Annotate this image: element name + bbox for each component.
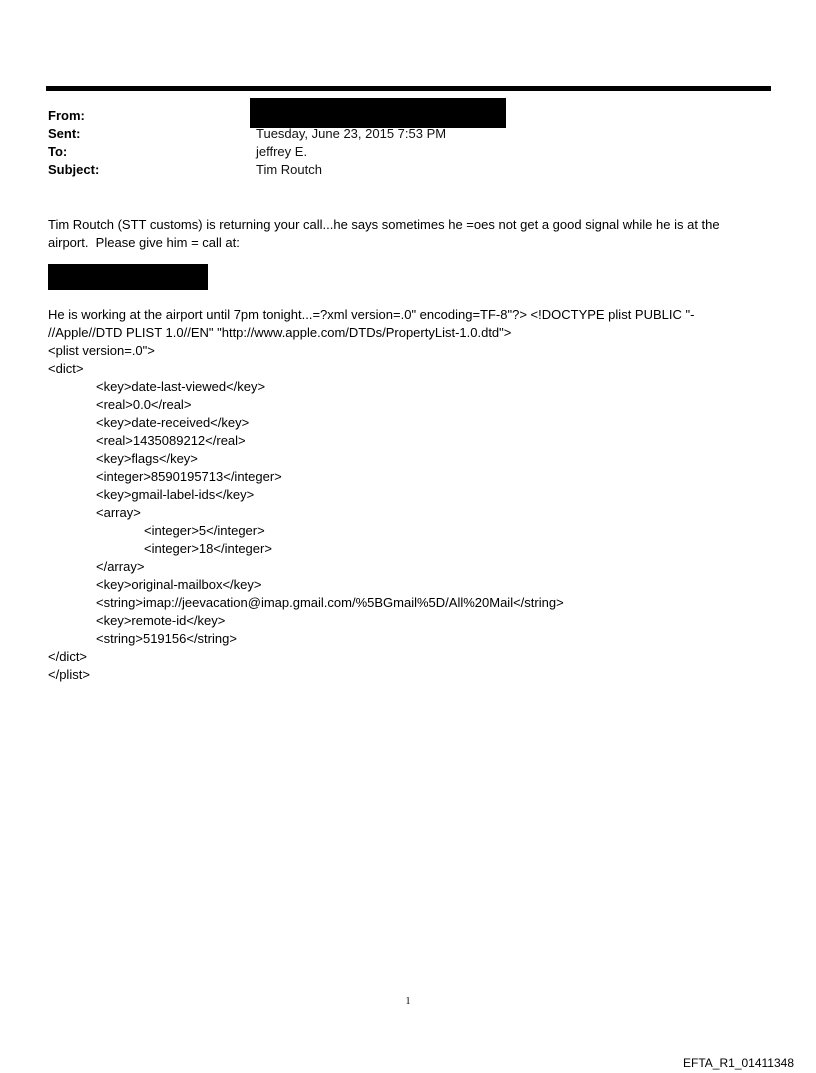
header-rule — [46, 86, 771, 91]
sent-label: Sent: — [48, 126, 81, 141]
plist-line: </plist> — [48, 667, 90, 682]
plist-line: <array> — [96, 505, 141, 520]
plist-line: </dict> — [48, 649, 88, 664]
plist-line: <integer>5</integer> — [144, 523, 265, 538]
plist-line: <key>date-last-viewed</key> — [96, 379, 266, 394]
body-text: He is working at the airport until 7pm tonight...=?xml version=.0" encoding=TF-8"?> <!DOCTYPE plist PUBLIC "- — [48, 307, 695, 322]
body-text: //Apple//DTD PLIST 1.0//EN" "http://www.apple.com/DTDs/PropertyList-1.0.dtd"> — [48, 325, 512, 340]
plist-line: <key>original-mailbox</key> — [96, 577, 262, 592]
plist-line: <real>0.0</real> — [96, 397, 192, 412]
sent-value: Tuesday, June 23, 2015 7:53 PM — [256, 126, 447, 141]
plist-line: <key>flags</key> — [96, 451, 198, 466]
plist-line: <integer>8590195713</integer> — [96, 469, 282, 484]
plist-line: <string>imap://jeevacation@imap.gmail.com/%5BGmail%5D/All%20Mail</string> — [96, 595, 564, 610]
from-label: From: — [48, 108, 85, 123]
plist-line: <real>1435089212</real> — [96, 433, 246, 448]
plist-line: <key>date-received</key> — [96, 415, 250, 430]
bates-number: EFTA_R1_01411348 — [683, 1056, 794, 1070]
plist-line: <key>gmail-label-ids</key> — [96, 487, 255, 502]
body-text: airport. Please give him = call at: — [48, 235, 240, 250]
body-text: Tim Routch (STT customs) is returning your call...he says sometimes he =oes not get a good signal while he is at the — [48, 217, 720, 232]
to-label: To: — [48, 144, 68, 159]
to-value: jeffrey E. — [256, 144, 308, 159]
phone-redaction — [48, 264, 208, 290]
plist-line: <dict> — [48, 361, 84, 376]
plist-line: </array> — [96, 559, 145, 574]
page-number: 1 — [405, 996, 411, 1007]
from-redaction — [250, 98, 506, 128]
subject-value: Tim Routch — [256, 162, 322, 177]
subject-label: Subject: — [48, 162, 100, 177]
plist-line: <integer>18</integer> — [144, 541, 272, 556]
plist-line: <key>remote-id</key> — [96, 613, 226, 628]
plist-line: <string>519156</string> — [96, 631, 237, 646]
plist-line: <plist version=.0"> — [48, 343, 155, 358]
